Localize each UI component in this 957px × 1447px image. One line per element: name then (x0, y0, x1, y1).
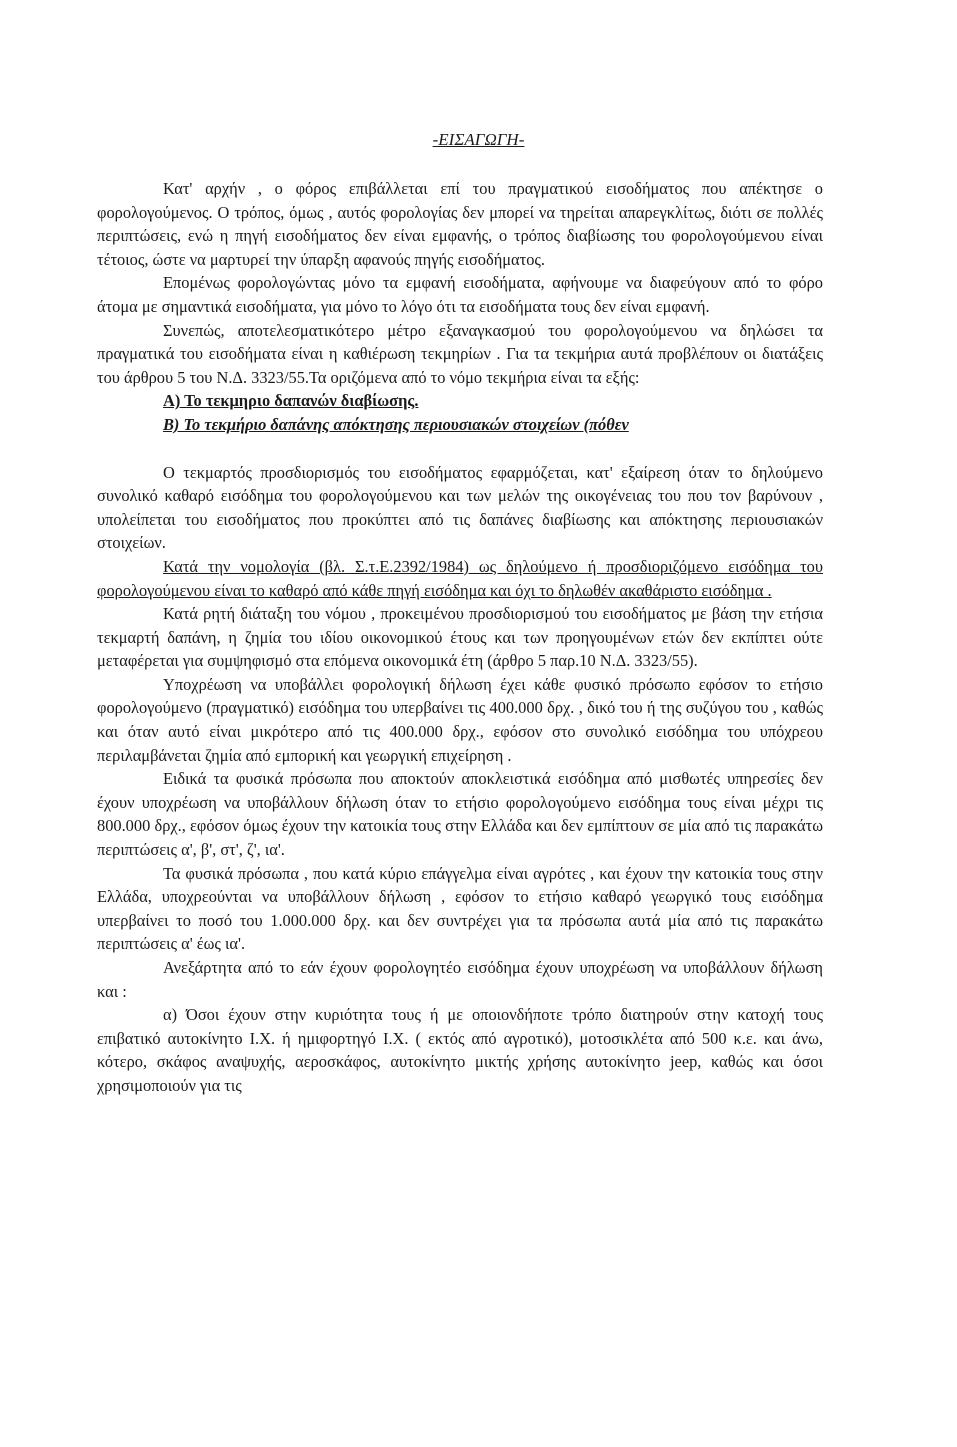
paragraph-loss-rule: Κατά ρητή διάταξη του νόμου , προκειμένου προσδιορισμού του εισοδήματος με βάση την ετήσια τεκμαρτή δαπάνη, η ζημία του ιδίου οικονομικού έτους και των προηγουμένων ετών δεν εκπίπτει ούτε μεταφέρεται για συμψηφισμό στα επόμενα οικονομικά έτη (άρθρο 5 παρ.10 Ν.Δ. 3323/55). (97, 604, 823, 671)
paragraph-presumptive-income: Ο τεκμαρτός προσδιορισμός του εισοδήματος εφαρμόζεται, κατ' εξαίρεση όταν το δηλούμενο συνολικό καθαρό εισόδημα του φορολογούμενου και των μελών της οικογένειας του που τον βαρύνουν , υπολείπεται του εισοδήματος που προκύπτει από τις δαπάνες διαβίωσης και απόκτησης περιουσιακών στοιχείων. (97, 462, 823, 553)
paragraph-intro: Κατ' αρχήν , ο φόρος επιβάλλεται επί του πραγματικού εισοδήματος που απέκτησε ο φορολογούμενος. Ο τρόπος, όμως , αυτός φορολογίας δεν μπορεί να τηρείται απαρεγκλίτως, διότι σε πολλές περιπτώσεις, ενώ η πηγή εισοδήματος δεν είναι εμφανής, ο τρόπος διαβίωσης του φορολογούμενου είναι τέτοιος, ώστε να μαρτυρεί την ύπαρξη αφανούς πηγής εισοδήματος. (97, 179, 823, 269)
paragraph-case-law: Κατά την νομολογία (βλ. Σ.τ.Ε.2392/1984) ως δηλούμενο ή προσδιοριζόμενο εισόδημα του φορολογούμενου είναι το καθαρό από κάθε πηγή εισόδημα και όχι το δηλωθέν ακαθάριστο εισόδημα . (97, 556, 823, 600)
heading-living-expenses: Α) Το τεκμηριο δαπανών διαβίωσης. (163, 391, 419, 411)
paragraph-visible-income: Επομένως φορολογώντας μόνο τα εμφανή εισοδήματα, αφήνουμε να διαφεύγουν από το φόρο άτομα με σημαντικά εισοδήματα, για μόνο το λόγο ότι τα εισοδήματα τους δεν είναι εμφανή. (97, 273, 823, 316)
paragraph-farmers: Τα φυσικά πρόσωπα , που κατά κύριο επάγγελμα είναι αγρότες , και έχουν την κατοικία τους στην Ελλάδα, υποχρεούνται να υποβάλλουν δήλωση , εφόσον το ετήσιο καθαρό γεωργικό τους εισόδημα υπερβαίνει το ποσό του 1.000.000 δρχ. και δεν συντρέχει για τα πρόσωπα αυτά μία από τις παρακάτω περιπτώσεις α' έως ια'. (97, 863, 823, 954)
paragraph-presumptions: Συνεπώς, αποτελεσματικότερο μέτρο εξαναγκασμού του φορολογούμενου να δηλώσει τα πραγματικά του εισοδήματα είναι η καθιέρωση τεκμηρίων . Για τα τεκμήρια αυτά προβλέπουν οι διατάξεις του άρθρου 5 του Ν.Δ. 3323/55.Τα οριζόμενα από το νόμο τεκμήρια είναι τα εξής: (97, 320, 823, 387)
heading-asset-acquisition: Β) Το τεκμήριο δαπάνης απόκτησης περιουσιακών στοιχείων (πόθεν (163, 414, 629, 434)
paragraph-regardless: Ανεξάρτητα από το εάν έχουν φορολογητέο εισόδημα έχουν υποχρέωση να υποβάλλουν δήλωση και : (97, 958, 823, 1001)
page-title: -ΕΙΣΑΓΩΓΗ- (432, 130, 525, 149)
paragraph-item-a: α) Όσοι έχουν στην κυριότητα τους ή με οποιονδήποτε τρόπο διατηρούν στην κατοχή τους επιβατικό αυτοκίνητο Ι.Χ. ή ημιφορτηγό Ι.Χ. ( εκτός από αγροτικό), μοτοσικλέτα από 500 κ.ε. και άνω, κότερο, σκάφος αναψυχής, αεροσκάφος, αυτοκίνητο μικτής χρήσης αυτοκίνητο jeep, καθώς και όσοι χρησιμοποιούν για τις (97, 1005, 823, 1095)
section-spacer (97, 437, 823, 461)
paragraph-filing-obligation: Υποχρέωση να υποβάλλει φορολογική δήλωση έχει κάθε φυσικό πρόσωπο εφόσον το ετήσιο φορολογούμενο (πραγματικό) εισόδημα του υπερβαίνει τις 400.000 δρχ. , δικό του ή της συζύγου του , καθώς και όταν αυτό είναι μικρότερο από τις 400.000 δρχ., εφόσον στο συνολικό εισόδημα του υπόχρεου περιλαμβάνεται ζημία από εμπορική και γεωργική επιχείρηση . (97, 674, 823, 765)
paragraph-salaried: Ειδικά τα φυσικά πρόσωπα που αποκτούν αποκλειστικά εισόδημα από μισθωτές υπηρεσίες δεν έχουν υποχρέωση να υποβάλλουν δήλωση όταν το ετήσιο φορολογούμενο εισόδημα τους είναι μέχρι τις 800.000 δρχ., εφόσον όμως έχουν την κατοικία τους στην Ελλάδα και δεν εμπίπτουν σε μία από τις παρακάτω περιπτώσεις α', β', στ', ζ', ια'. (97, 769, 823, 860)
document-body (97, 177, 823, 1098)
